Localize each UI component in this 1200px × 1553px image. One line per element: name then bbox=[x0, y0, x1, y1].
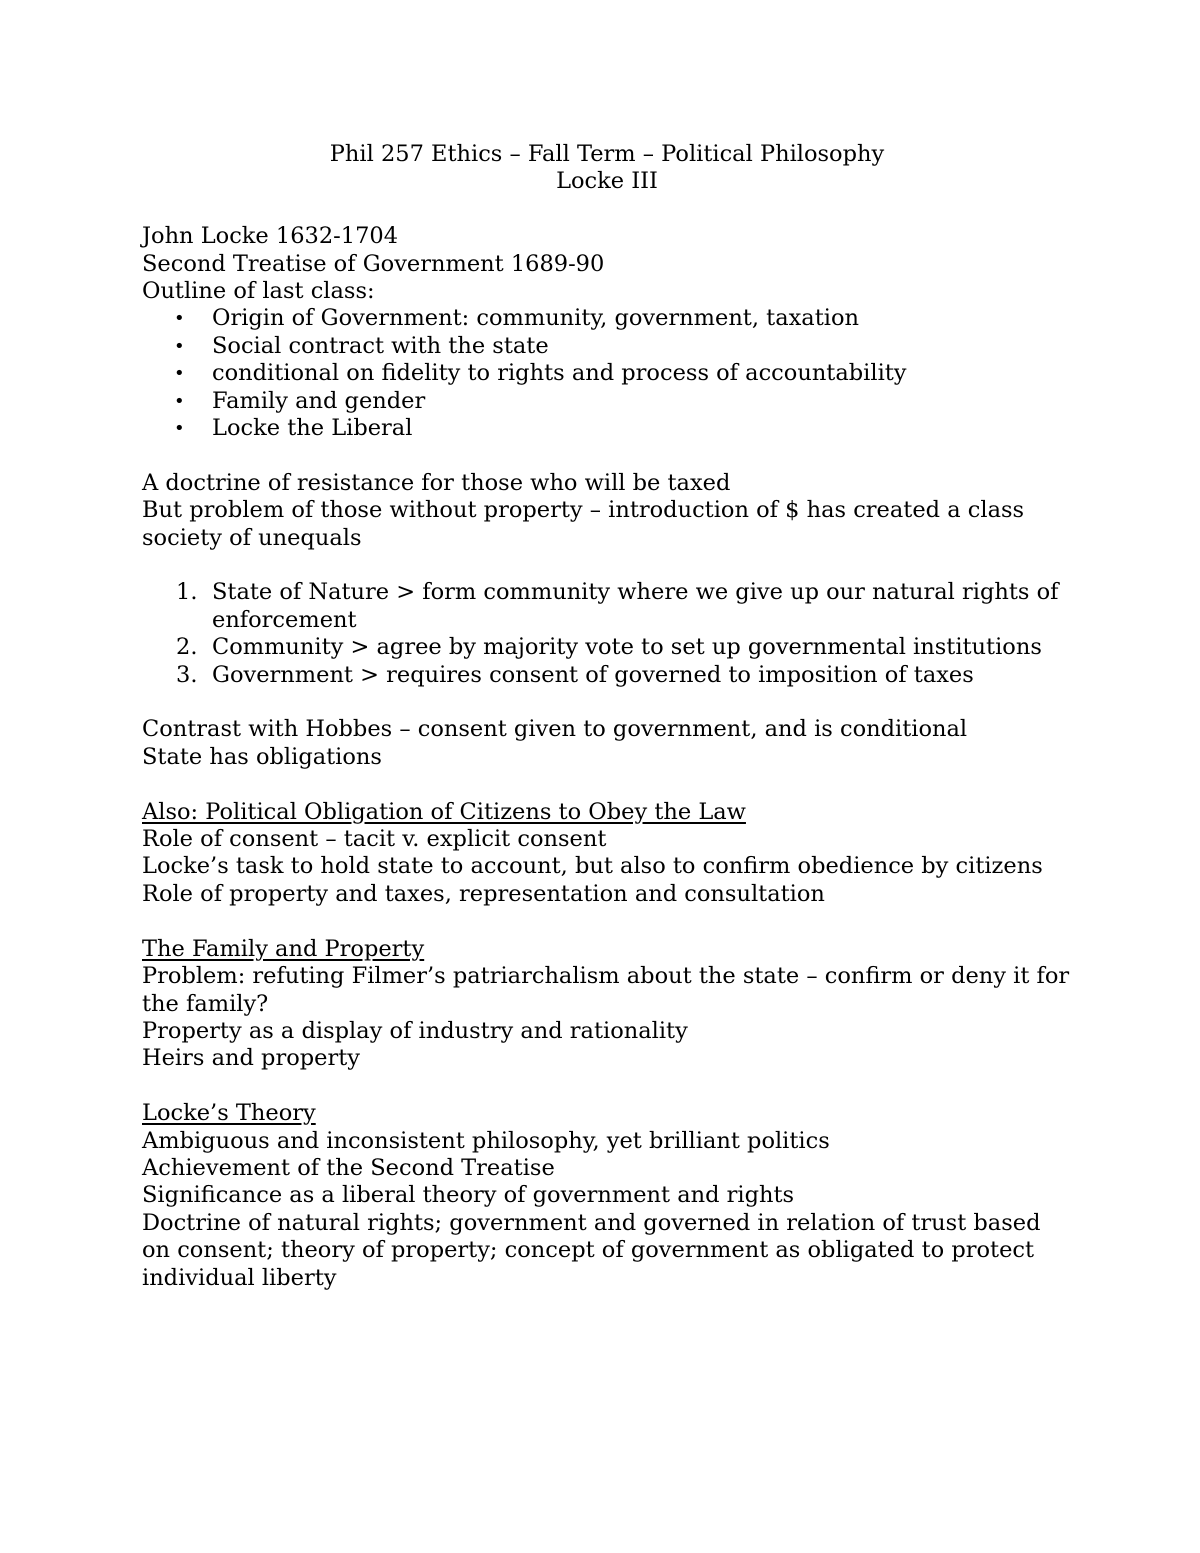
spacer bbox=[142, 689, 1072, 716]
document-subtitle: Locke III bbox=[556, 168, 658, 195]
list-number: 1. bbox=[176, 579, 198, 606]
paragraph-line: State has obligations bbox=[142, 743, 382, 770]
paragraph-line: Significance as a liberal theory of government and rights bbox=[142, 1182, 795, 1209]
list-item-text: Government > requires consent of governed to imposition of taxes bbox=[212, 661, 974, 688]
spacer bbox=[142, 442, 1072, 469]
list-item-text: State of Nature > form community where we give up our natural rights of enforcement bbox=[212, 579, 1059, 633]
spacer bbox=[142, 908, 1072, 935]
paragraph-line: Doctrine of natural rights; government and governed in relation of trust based on consent; theory of property; concept of government as obligated to protect individual liberty bbox=[142, 1209, 1041, 1291]
list-item bbox=[142, 388, 1072, 415]
list-item bbox=[142, 634, 1072, 661]
spacer bbox=[142, 1073, 1072, 1100]
list-item bbox=[142, 579, 1072, 634]
paragraph-line: Achievement of the Second Treatise bbox=[142, 1154, 555, 1181]
paragraph-line: Role of consent – tacit v. explicit consent bbox=[142, 826, 607, 853]
list-number: 2. bbox=[176, 634, 198, 661]
list-item bbox=[142, 415, 1072, 442]
list-item bbox=[142, 333, 1072, 360]
bullet-icon: • bbox=[174, 363, 185, 385]
paragraph-line: Ambiguous and inconsistent philosophy, yet brilliant politics bbox=[142, 1127, 830, 1154]
bullet-icon: • bbox=[174, 308, 185, 330]
paragraph-line: But problem of those without property – introduction of $ has created a class society of unequals bbox=[142, 497, 1025, 551]
list-number: 3. bbox=[176, 661, 198, 688]
list-item-text: conditional on fidelity to rights and process of accountability bbox=[212, 360, 907, 387]
spacer bbox=[142, 552, 1072, 579]
list-item-text: Family and gender bbox=[212, 387, 426, 414]
paragraph-line: Heirs and property bbox=[142, 1045, 360, 1072]
section-heading: The Family and Property bbox=[142, 935, 425, 962]
bullet-icon: • bbox=[174, 335, 185, 357]
document-page bbox=[142, 141, 1072, 1292]
list-item-text: Origin of Government: community, government, taxation bbox=[212, 305, 859, 332]
paragraph-line: Property as a display of industry and rationality bbox=[142, 1017, 688, 1044]
list-item-text: Social contract with the state bbox=[212, 332, 549, 359]
work-line: Second Treatise of Government 1689-90 bbox=[142, 250, 605, 277]
paragraph-line: Contrast with Hobbes – consent given to government, and is conditional bbox=[142, 716, 968, 743]
list-item-text: Community > agree by majority vote to set up governmental institutions bbox=[212, 634, 1042, 661]
paragraph-line: Problem: refuting Filmer’s patriarchalism about the state – confirm or deny it for the family? bbox=[142, 963, 1070, 1017]
list-item-text: Locke the Liberal bbox=[212, 415, 413, 442]
outline-list bbox=[142, 305, 1072, 442]
paragraph-line: A doctrine of resistance for those who will be taxed bbox=[142, 469, 731, 496]
author-line: John Locke 1632-1704 bbox=[142, 223, 399, 250]
paragraph-line: Locke’s task to hold state to account, but also to confirm obedience by citizens bbox=[142, 853, 1043, 880]
document-title: Phil 257 Ethics – Fall Term – Political Philosophy bbox=[329, 141, 885, 167]
section-heading: Also: Political Obligation of Citizens to Obey the Law bbox=[142, 798, 746, 825]
list-item bbox=[142, 305, 1072, 332]
spacer bbox=[142, 771, 1072, 798]
paragraph-line: Role of property and taxes, representation and consultation bbox=[142, 880, 825, 907]
spacer bbox=[142, 196, 1072, 223]
list-item bbox=[142, 360, 1072, 387]
bullet-icon: • bbox=[174, 390, 185, 412]
section-heading: Locke’s Theory bbox=[142, 1100, 316, 1127]
steps-list bbox=[142, 579, 1072, 689]
bullet-icon: • bbox=[174, 418, 185, 440]
outline-label: Outline of last class: bbox=[142, 278, 375, 305]
list-item bbox=[142, 662, 1072, 689]
